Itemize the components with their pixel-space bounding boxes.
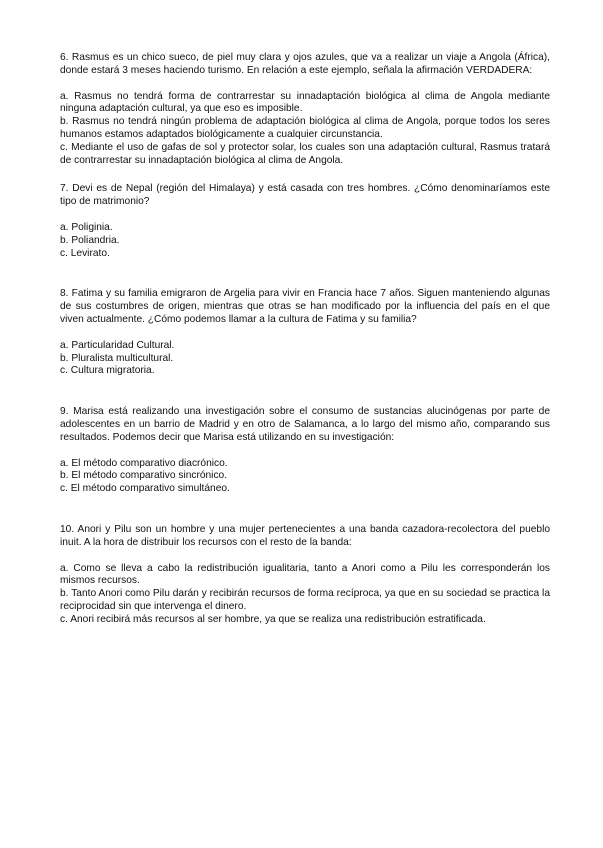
option-b: b. Rasmus no tendrá ningún problema de adaptación biológica al clima de Angola, porque todos los seres humanos estamos adaptados biológicamente a cualquier circunstancia. — [60, 116, 550, 140]
option-c: c. Mediante el uso de gafas de sol y protector solar, los cuales son una adaptación cultural, Rasmus tratará de contrarrestar su innadaptación biológica al clima de Angola. — [60, 141, 550, 166]
exam-page — [60, 52, 550, 627]
options-list — [60, 458, 550, 496]
options-list — [60, 91, 550, 168]
option-b: b. Poliandria. — [60, 234, 120, 246]
option-a: a. Poliginia. — [60, 221, 113, 233]
option-a: a. El método comparativo diacrónico. — [60, 457, 228, 469]
question-stem: 7. Devi es de Nepal (región del Himalaya) y está casada con tres hombres. ¿Cómo denominaríamos este tipo de matrimonio? — [60, 183, 550, 208]
option-b: b. Tanto Anori como Pilu darán y recibirán recursos de forma recíproca, ya que en su sociedad se practica la reciprocidad sin que intervenga el dinero. — [60, 588, 550, 612]
question-stem: 10. Anori y Pilu son un hombre y una mujer pertenecientes a una banda cazadora-recolectora del pueblo inuit. A la hora de distribuir los recursos con el resto de la banda: — [60, 523, 550, 548]
option-a: a. Particularidad Cultural. — [60, 339, 175, 351]
question-stem: 8. Fatima y su familia emigraron de Argelia para vivir en Francia hace 7 años. Siguen manteniendo algunas de sus costumbres de origen, mientras que otras se han modificado por la influencia del país en el que viven actualmente. ¿Cómo podemos llamar a la cultura de Fatima y su familia? — [60, 288, 550, 325]
option-a: a. Como se lleva a cabo la redistribución igualitaria, tanto a Anori como a Pilu les corresponderán los mismos recursos. — [60, 562, 550, 587]
option-c: c. El método comparativo simultáneo. — [60, 483, 230, 495]
question-10 — [60, 524, 550, 627]
options-list — [60, 563, 550, 627]
question-7 — [60, 183, 550, 260]
option-c: c. Levirato. — [60, 247, 110, 259]
option-b: b. El método comparativo sincrónico. — [60, 470, 228, 482]
option-a: a. Rasmus no tendrá forma de contrarrestar su innadaptación biológica al clima de Angola mediante ninguna adaptación cultural, ya que eso es imposible. — [60, 90, 550, 115]
options-list — [60, 222, 550, 260]
question-9 — [60, 406, 550, 496]
options-list — [60, 340, 550, 378]
option-c: c. Cultura migratoria. — [60, 365, 155, 377]
question-stem: 9. Marisa está realizando una investigación sobre el consumo de sustancias alucinógenas por parte de adolescentes en un barrio de Madrid y en otro de Salamanca, a lo largo del mismo año, comparando sus resultados. Podemos decir que Marisa está utilizando en su investigación: — [60, 406, 550, 443]
question-6 — [60, 52, 550, 167]
option-b: b. Pluralista multicultural. — [60, 352, 174, 364]
question-8 — [60, 288, 550, 378]
question-stem: 6. Rasmus es un chico sueco, de piel muy clara y ojos azules, que va a realizar un viaje a Angola (África), donde estará 3 meses haciendo turismo. En relación a este ejemplo, señala la afirmación VERDADERA: — [60, 52, 550, 76]
option-c: c. Anori recibirá más recursos al ser hombre, ya que se realiza una redistribución estratificada. — [60, 613, 486, 625]
